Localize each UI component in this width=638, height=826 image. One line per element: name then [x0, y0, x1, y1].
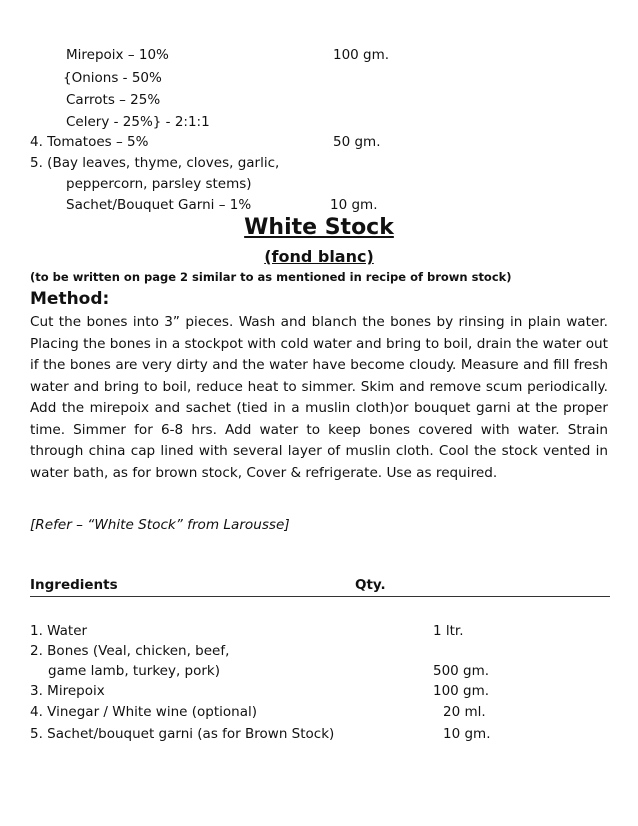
ingredient-sachet: 5. Sachet/bouquet garni (as for Brown Stock): [30, 726, 335, 742]
reference-note: [Refer – “White Stock” from Larousse]: [30, 517, 290, 533]
brown-ingredient-celery: Celery - 25%} - 2:1:1: [66, 114, 210, 130]
qty-water: 1 ltr.: [433, 623, 464, 639]
brown-ingredient-herbs-cont: peppercorn, parsley stems): [66, 176, 252, 192]
method-heading: Method:: [30, 289, 110, 309]
brown-ingredient-mirepoix: Mirepoix – 10%: [66, 47, 169, 63]
qty-sachet: 10 gm.: [443, 726, 491, 742]
brown-ingredient-herbs: 5. (Bay leaves, thyme, cloves, garlic,: [30, 155, 280, 171]
method-paragraph: Cut the bones into 3” pieces. Wash and blanch the bones by rinsing in plain water. Placing the bones in a stockpot with cold water and bring to boil, drain the water out if the bones are very dirty and the water have become cloudy. Measure and fill fresh water and bring to boil, reduce heat to simmer. Skim and remove scum periodically. Add the mirepoix and sachet (tied in a muslin cloth)or bouquet garni at the proper time. Simmer for 6-8 hrs. Add water to keep bones covered with water. Strain through china cap lined with several layer of muslin cloth. Cool the stock vented in water bath, as for brown stock, Cover & refrigerate. Use as required.: [30, 314, 608, 481]
ingredient-water: 1. Water: [30, 623, 88, 639]
qty-bones: 500 gm.: [433, 663, 490, 679]
qty-mirepoix: 100 gm.: [433, 683, 490, 699]
ingredients-header: Ingredients: [30, 577, 118, 593]
brown-ingredient-tomatoes: 4. Tomatoes – 5%: [30, 134, 149, 150]
ingredient-bones-cont: game lamb, turkey, pork): [48, 663, 220, 679]
brown-ingredient-onions: {Onions - 50%: [63, 70, 162, 86]
ingredient-vinegar: 4. Vinegar / White wine (optional): [30, 704, 257, 720]
ingredient-bones: 2. Bones (Veal, chicken, beef,: [30, 643, 230, 659]
instruction-note: (to be written on page 2 similar to as mentioned in recipe of brown stock): [30, 270, 512, 284]
qty-header: Qty.: [355, 577, 386, 593]
ingredient-mirepoix: 3. Mirepoix: [30, 683, 105, 699]
qty-vinegar: 20 ml.: [443, 704, 486, 720]
brown-qty-sachet: 10 gm.: [330, 197, 378, 213]
page-title: White Stock: [244, 215, 394, 240]
brown-ingredient-carrots: Carrots – 25%: [66, 92, 161, 108]
header-divider: [30, 596, 610, 597]
brown-qty-tomatoes: 50 gm.: [333, 134, 381, 150]
brown-ingredient-sachet: Sachet/Bouquet Garni – 1%: [66, 197, 252, 213]
brown-qty-mirepoix: 100 gm.: [333, 47, 390, 63]
page-subtitle: (fond blanc): [264, 247, 374, 266]
